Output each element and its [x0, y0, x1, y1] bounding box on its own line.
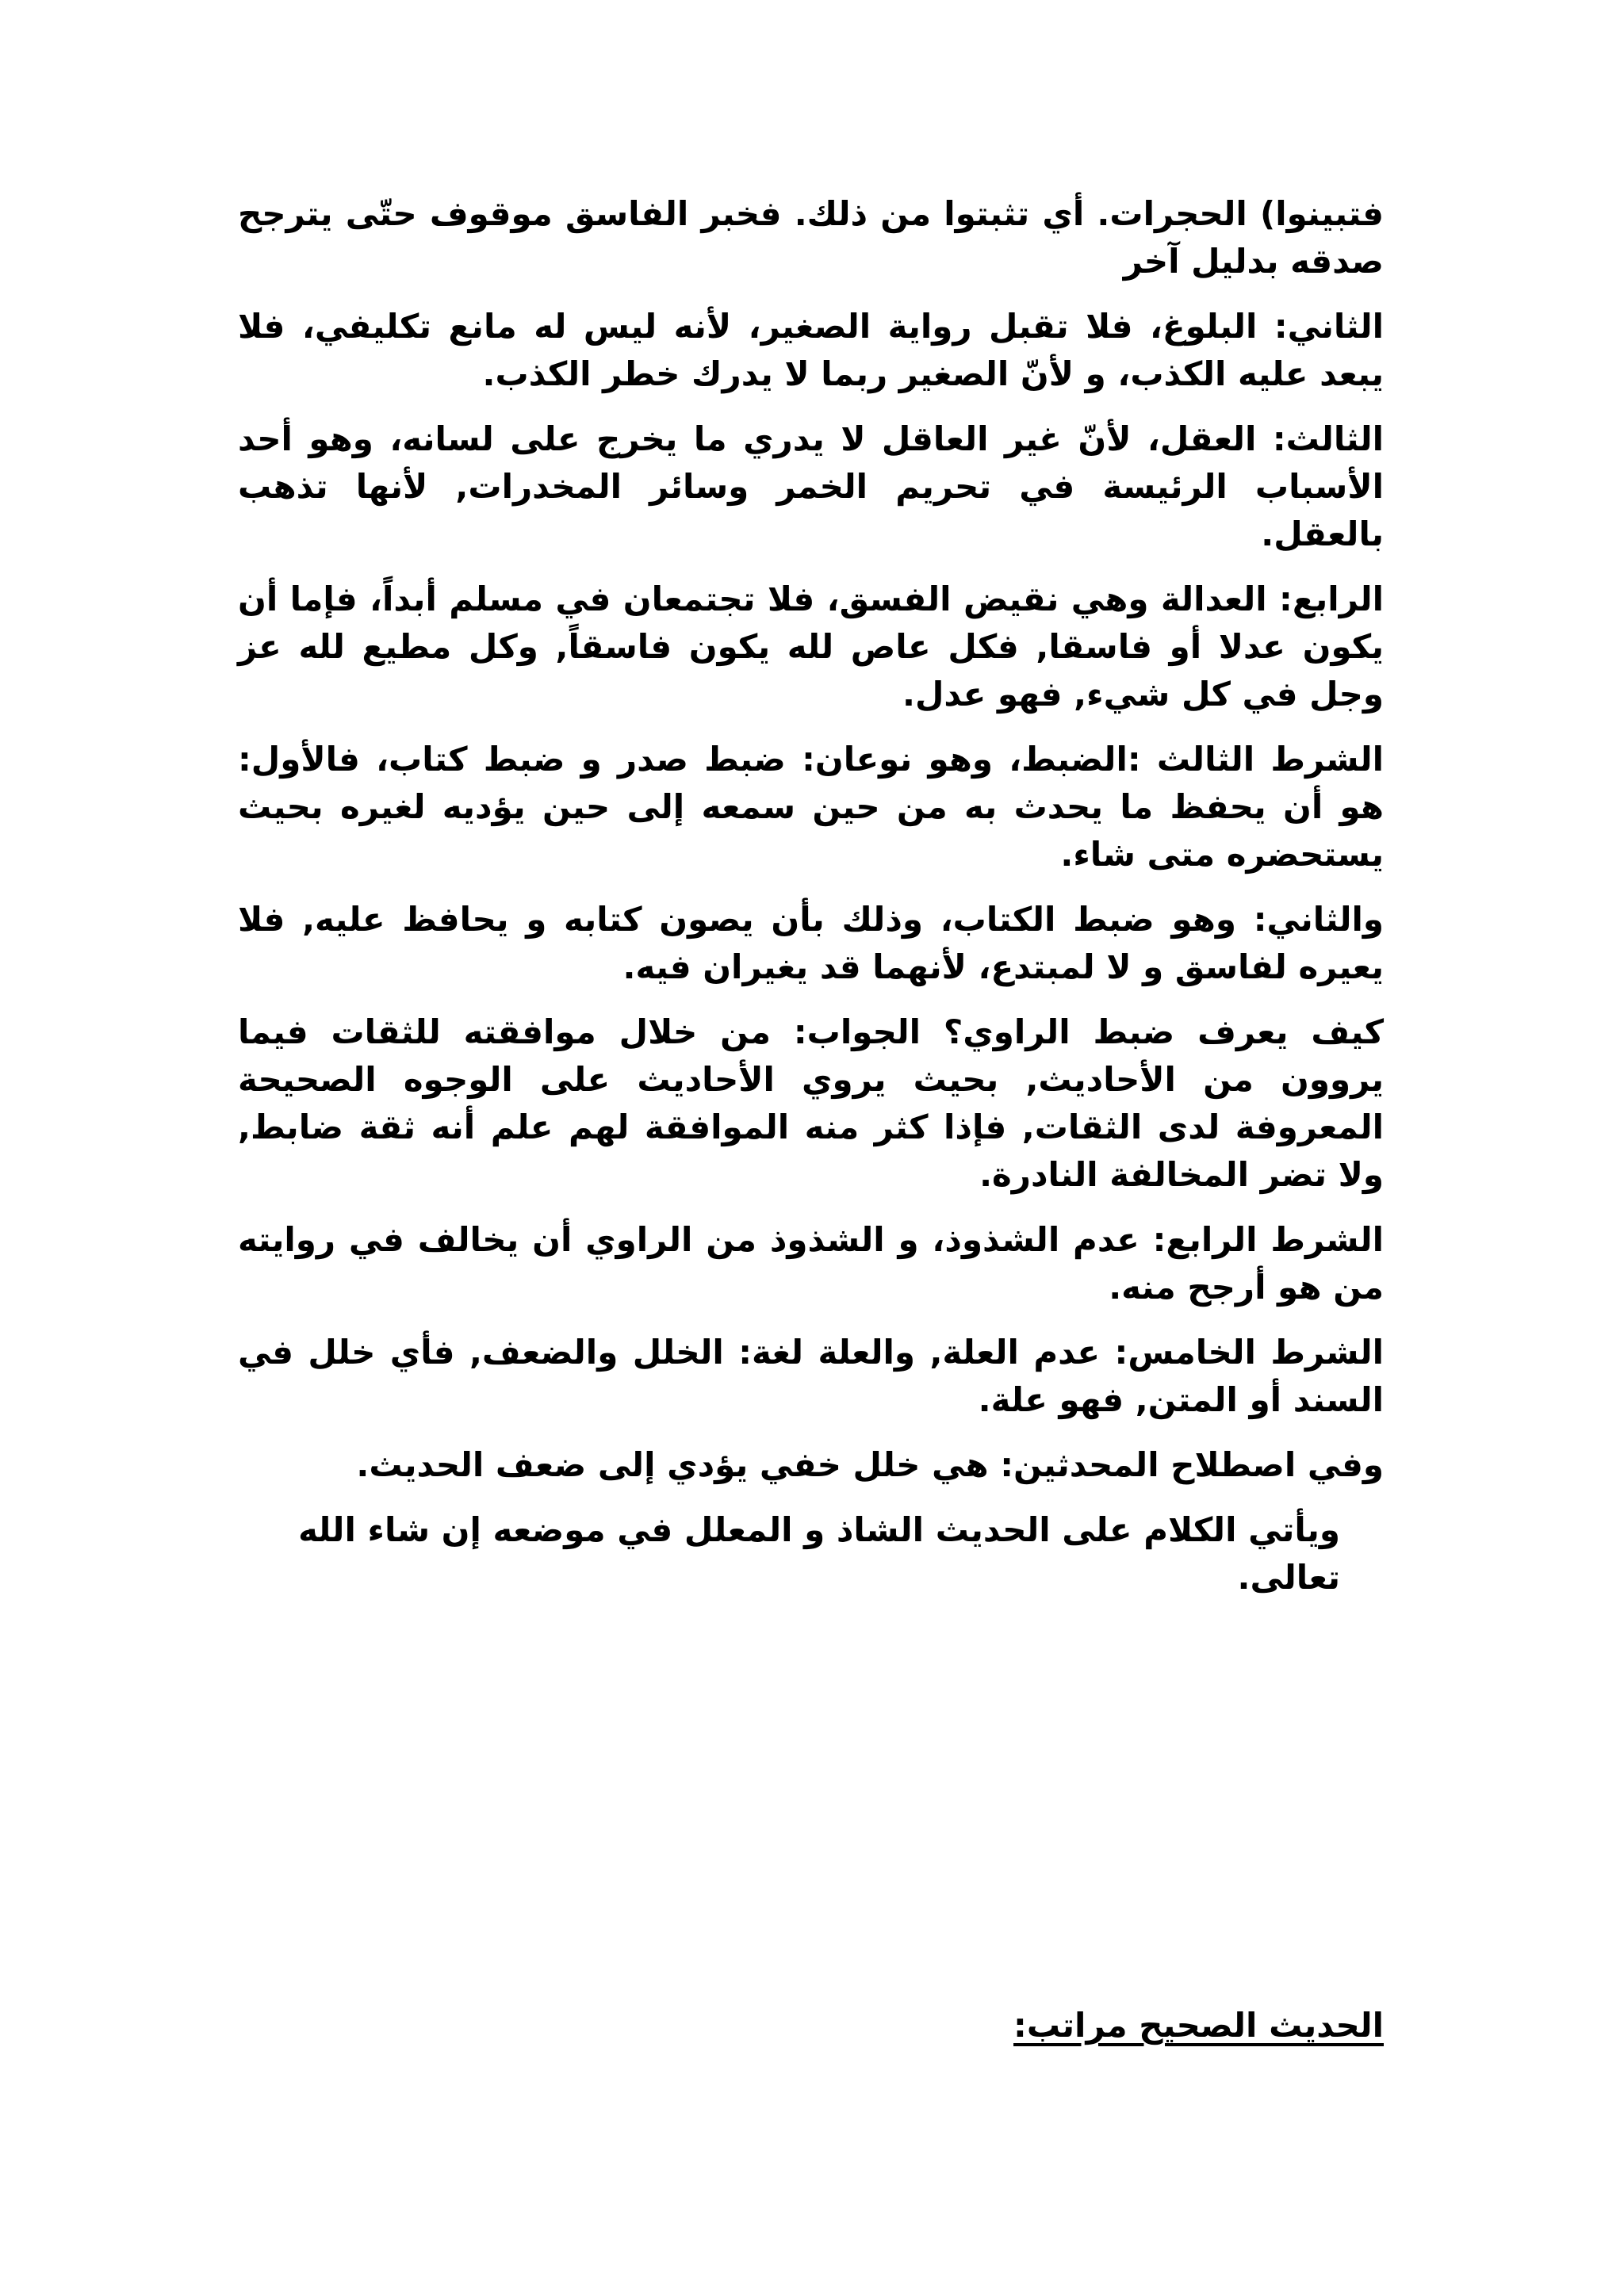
body-text — [238, 190, 1384, 1619]
paragraph-puberty-condition: الثاني: البلوغ، فلا تقبل رواية الصغير، لأنه ليس له مانع تكليفي، فلا يبعد عليه الكذب، و لأنّ الصغير ربما لا يدرك خطر الكذب. — [238, 307, 1384, 393]
paragraph-closing-note: ويأتي الكلام على الحديث الشاذ و المعلل في موضعه إن شاء الله تعالى. — [298, 1510, 1340, 1597]
paragraph-sanity-condition: الثالث: العقل، لأنّ غير العاقل لا يدري ما يخرج على لسانه، وهو أحد الأسباب الرئيسة في تحريم الخمر وسائر المخدرات, لأنها تذهب بالعقل. — [238, 419, 1384, 553]
paragraph-no-defect-condition: الشرط الخامس: عدم العلة, والعلة لغة: الخلل والضعف, فأي خلل في السند أو المتن, فهو علة. — [238, 1333, 1384, 1419]
paragraph-no-irregularity-condition: الشرط الرابع: عدم الشذوذ، و الشذوذ من الراوي أن يخالف في روايته من هو أرجح منه. — [238, 1220, 1384, 1307]
paragraph-precision-question: كيف يعرف ضبط الراوي؟ الجواب: من خلال موافقته للثقات فيما يروون من الأحاديث, بحيث يروي الأحاديث على الوجوه الصحيحة المعروفة لدى الثقات, فإذا كثر منه الموافقة لهم علم أنه ثقة ضابط, ولا تضر المخالفة النادرة. — [238, 1012, 1384, 1194]
paragraph-defect-definition: وفي اصطلاح المحدثين: هي خلل خفي يؤدي إلى ضعف الحديث. — [356, 1445, 1384, 1484]
paragraph-integrity-condition: الرابع: العدالة وهي نقيض الفسق، فلا تجتمعان في مسلم أبداً، فإما أن يكون عدلا أو فاسقا, فكل عاص لله يكون فاسقاً, وكل مطيع لله عز وجل في كل شيء, فهو عدل. — [238, 580, 1384, 714]
paragraph-verse-continuation: فتبينوا) الحجرات. أي تثبتوا من ذلك. فخبر الفاسق موقوف حتّى يترجح صدقه بدليل آخر — [238, 194, 1384, 281]
paragraph-book-precision: والثاني: وهو ضبط الكتاب، وذلك بأن يصون كتابه و يحافظ عليه, فلا يعيره لفاسق و لا لمبتدع، لأنهما قد يغيران فيه. — [238, 900, 1384, 986]
paragraph-precision-condition: الشرط الثالث :الضبط، وهو نوعان: ضبط صدر و ضبط كتاب، فالأول: هو أن يحفظ ما يحدث به من حين سمعه إلى حين يؤديه لغيره بحيث يستحضره متى شاء. — [238, 740, 1384, 874]
section-heading: الحديث الصحيح مراتب: — [1013, 2006, 1384, 2045]
